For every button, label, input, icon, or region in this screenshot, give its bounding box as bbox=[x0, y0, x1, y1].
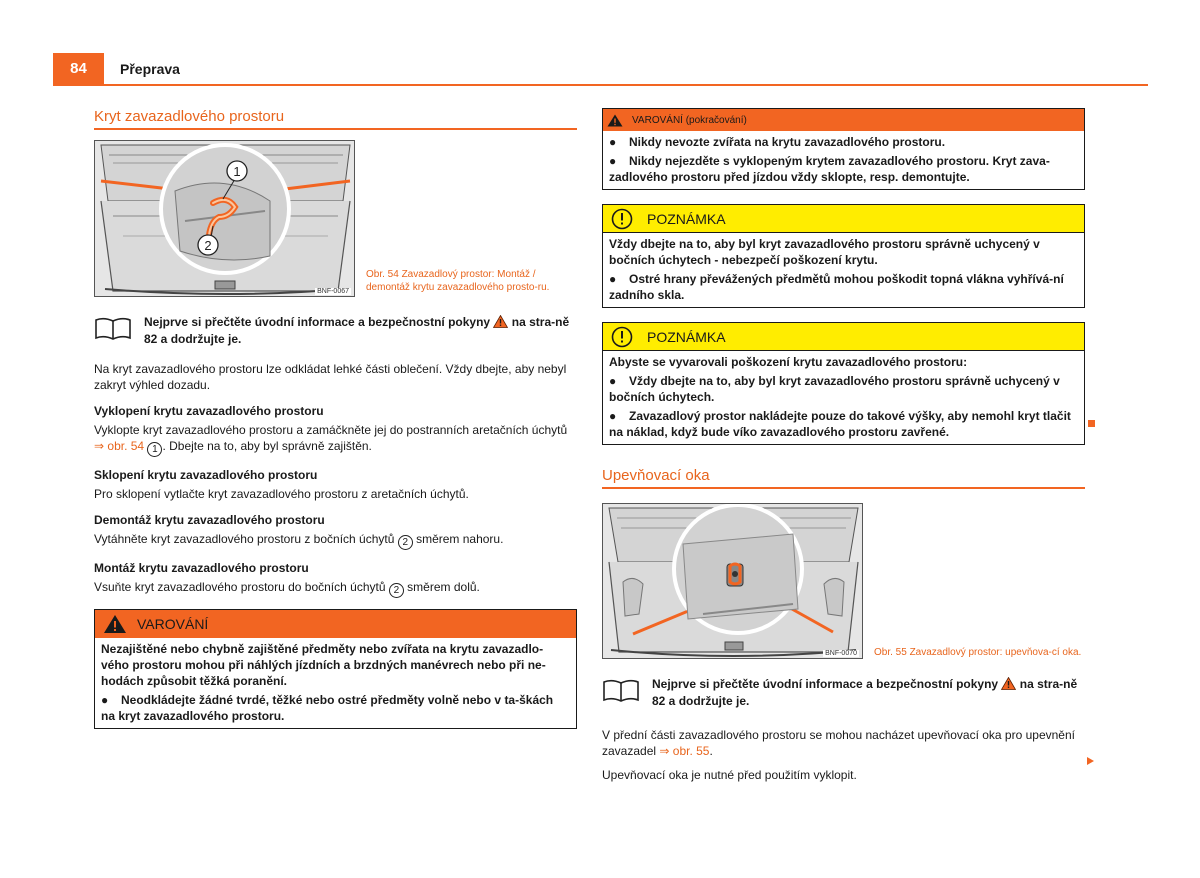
subheading-fold: Sklopení krytu zavazadlového prostoru bbox=[94, 468, 318, 482]
note-1-bullet: ● Ostré hrany převážených předmětů mohou poškodit topná vlákna vyhřívá-ní zadního skla. bbox=[609, 272, 1064, 302]
subheading-unfold: Vyklopení krytu zavazadlového prostoru bbox=[94, 404, 324, 418]
warning-body bbox=[95, 638, 576, 728]
book-icon bbox=[602, 679, 640, 703]
note-box-1 bbox=[602, 204, 1085, 308]
chapter-title: Přeprava bbox=[120, 61, 180, 77]
section-title-luggage-cover: Kryt zavazadlového prostoru bbox=[94, 108, 577, 130]
note-1-header bbox=[603, 205, 1084, 233]
continue-arrow-icon bbox=[1087, 757, 1094, 765]
warning-triangle-icon bbox=[103, 614, 127, 634]
note-1-body bbox=[603, 233, 1084, 307]
paragraph-remove: Vytáhněte kryt zavazadlového prostoru z bočních úchytů 2 směrem nahoru. bbox=[94, 532, 504, 548]
warning-continued-header bbox=[603, 109, 1084, 131]
note-box-2 bbox=[602, 322, 1085, 445]
warning-continued-bullet-2: ● Nikdy nejezděte s vyklopeným krytem zavazadlového prostoru. Kryt zava-zadlového prostoru před jízdou vždy sklopte, resp. demontujte. bbox=[609, 154, 1050, 184]
warning-triangle-icon bbox=[607, 114, 623, 127]
note-2-body bbox=[603, 351, 1084, 444]
read-first-notice bbox=[94, 314, 577, 348]
warning-triangle-icon bbox=[493, 315, 508, 328]
intro-paragraph: Na kryt zavazadlového prostoru lze odkládat lehké části oblečení. Vždy dbejte, aby nebyl zakryt výhled dozadu. bbox=[94, 362, 567, 392]
figure-55-caption: Obr. 55 Zavazadlový prostor: upevňova-cí oka. bbox=[874, 647, 1082, 658]
header-rule bbox=[53, 84, 1148, 86]
ref-figure-55[interactable]: ⇒ obr. 55 bbox=[659, 744, 710, 758]
lashing-eye-illustration bbox=[603, 504, 863, 659]
note-2-bullet-2: ● Zavazadlový prostor nakládejte pouze do takové výšky, aby nemohl kryt tlačit na náklad, když bude víko zavazadlového prostoru zavřené. bbox=[609, 409, 1071, 439]
note-2-title: POZNÁMKA bbox=[647, 328, 726, 345]
figure-54 bbox=[94, 140, 355, 297]
paragraph-unfold: Vyklopte kryt zavazadlového prostoru a zamáčkněte jej do postranních aretačních úchytů ⇒ obr. 54 1 . Dbejte na to, aby byl správně zajištěn. bbox=[94, 423, 568, 455]
callout-1: 1 bbox=[233, 164, 241, 179]
note-2-header bbox=[603, 323, 1084, 351]
warning-title: VAROVÁNÍ bbox=[137, 616, 209, 632]
note-2-bullet-1: ● Vždy dbejte na to, aby byl kryt zavazadlového prostoru správně uchycený v bočních úchytech. bbox=[609, 374, 1060, 404]
figure-55 bbox=[602, 503, 863, 659]
warning-continued-title: VAROVÁNÍ (pokračování) bbox=[632, 114, 747, 126]
number-1-icon: 1 bbox=[147, 442, 162, 457]
note-exclamation-icon bbox=[611, 208, 633, 230]
warning-continued-body bbox=[603, 131, 1084, 189]
figure-code: BNF-0070 bbox=[825, 650, 857, 657]
warning-continued-bullet-1: ● Nikdy nevozte zvířata na krytu zavazadlového prostoru. bbox=[609, 135, 946, 149]
figure-55-row bbox=[602, 503, 1085, 659]
left-column bbox=[94, 108, 577, 729]
figure-code: BNF-0067 bbox=[317, 288, 349, 295]
number-2-icon: 2 bbox=[398, 535, 413, 550]
warning-triangle-icon bbox=[1001, 677, 1016, 690]
paragraph-fold: Pro sklopení vytlačte kryt zavazadlového prostoru z aretačních úchytů. bbox=[94, 487, 469, 501]
section-title-lashing-eyes: Upevňovací oka bbox=[602, 467, 1085, 489]
book-icon bbox=[94, 317, 132, 341]
ref-figure-54[interactable]: ⇒ obr. 54 bbox=[94, 439, 145, 453]
warning-text: Nezajištěné nebo chybně zajištěné předměty nebo zvířata na krytu zavazadlo-vého prostoru mohou při náhlých jízdních a brzdných manévrech nebo při ne-hodách způsobit těžká poranění. bbox=[101, 642, 546, 688]
note-exclamation-icon bbox=[611, 326, 633, 348]
note-1-title: POZNÁMKA bbox=[647, 210, 726, 227]
lashing-paragraph-1: V přední části zavazadlového prostoru se mohou nacházet upevňovací oka pro upevnění zavazadel ⇒ obr. 55. bbox=[602, 728, 1075, 758]
end-square-icon bbox=[1088, 420, 1095, 427]
read-first-text: Nejprve si přečtěte úvodní informace a bezpečnostní pokyny na stra-ně 82 a dodržujte je. bbox=[652, 677, 1078, 708]
subheading-install: Montáž krytu zavazadlového prostoru bbox=[94, 561, 309, 575]
paragraph-install: Vsuňte kryt zavazadlového prostoru do bočních úchytů 2 směrem dolů. bbox=[94, 580, 480, 596]
figure-54-row bbox=[94, 140, 577, 297]
note-1-text: Vždy dbejte na to, aby byl kryt zavazadlového prostoru správně uchycený v bočních úchytech - nebezpečí poškození krytu. bbox=[609, 237, 1040, 267]
subheading-remove: Demontáž krytu zavazadlového prostoru bbox=[94, 513, 325, 527]
figure-54-caption: Obr. 54 Zavazadlový prostor: Montáž / demontáž krytu zavazadlového prosto-ru. bbox=[366, 269, 550, 293]
read-first-text: Nejprve si přečtěte úvodní informace a bezpečnostní pokyny na stra-ně 82 a dodržujte je. bbox=[144, 315, 570, 346]
trunk-cover-illustration bbox=[95, 141, 355, 297]
callout-2: 2 bbox=[204, 238, 212, 253]
lashing-paragraph-2: Upevňovací oka je nutné před použitím vyklopit. bbox=[602, 768, 857, 782]
note-2-text: Abyste se vyvarovali poškození krytu zavazadlového prostoru: bbox=[609, 355, 968, 369]
warning-box bbox=[94, 609, 577, 729]
warning-bullet: ● Neodkládejte žádné tvrdé, těžké nebo ostré předměty volně nebo v ta-škách na kryt zavazadlového prostoru. bbox=[101, 693, 554, 723]
warning-continued-box bbox=[602, 108, 1085, 190]
warning-header bbox=[95, 610, 576, 638]
page-number: 84 bbox=[53, 53, 104, 85]
number-2-icon: 2 bbox=[389, 583, 404, 598]
right-column bbox=[602, 108, 1085, 783]
read-first-notice bbox=[602, 676, 1085, 710]
